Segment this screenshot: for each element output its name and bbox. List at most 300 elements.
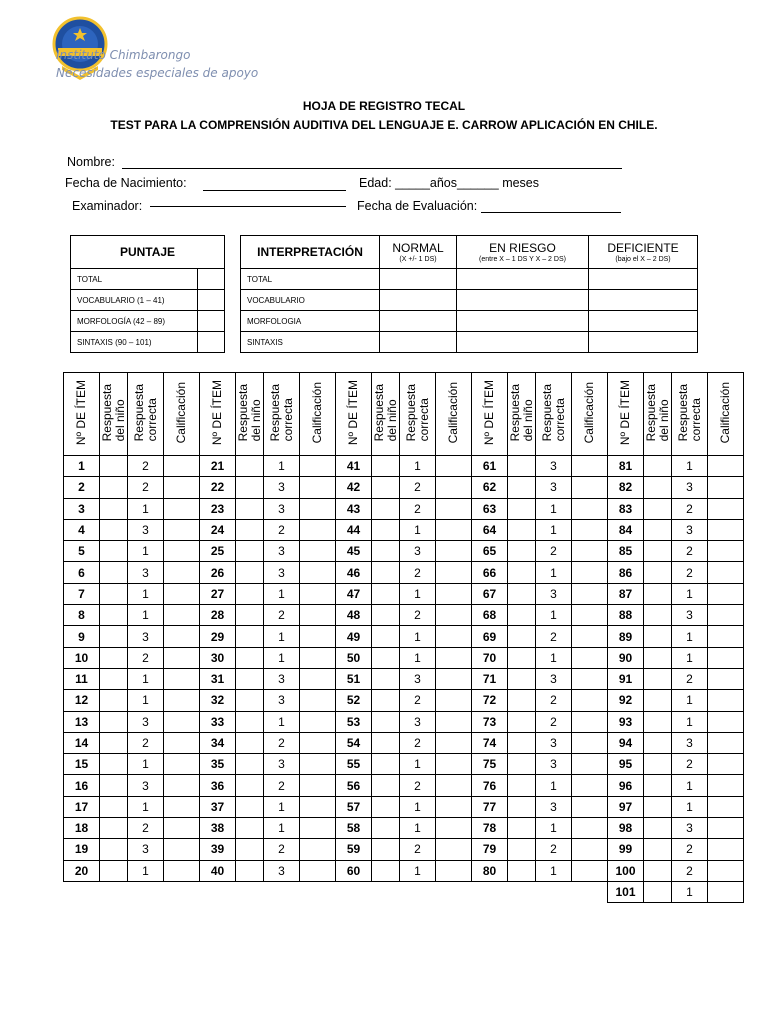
fecha-nacimiento-field[interactable] [203, 190, 346, 191]
child-response-cell[interactable] [508, 498, 536, 519]
score-cell[interactable] [436, 562, 472, 583]
score-cell[interactable] [436, 732, 472, 753]
score-cell[interactable] [708, 754, 744, 775]
child-response-cell[interactable] [508, 754, 536, 775]
correct-answer: 3 [400, 541, 436, 562]
child-response-cell[interactable] [372, 498, 400, 519]
score-cell[interactable] [164, 583, 200, 604]
correct-answer: 1 [536, 818, 572, 839]
column-header [264, 373, 300, 456]
interp-cell[interactable] [589, 269, 698, 290]
child-response-cell[interactable] [236, 668, 264, 689]
child-response-cell[interactable] [100, 519, 128, 540]
child-response-cell[interactable] [372, 647, 400, 668]
score-cell[interactable] [300, 754, 336, 775]
correct-answer: 2 [672, 754, 708, 775]
child-response-cell[interactable] [100, 839, 128, 860]
score-cell[interactable] [436, 583, 472, 604]
child-response-cell[interactable] [644, 732, 672, 753]
child-response-cell[interactable] [508, 711, 536, 732]
score-cell[interactable] [164, 754, 200, 775]
child-response-cell[interactable] [508, 541, 536, 562]
table-row [64, 456, 744, 477]
score-cell[interactable] [572, 583, 608, 604]
score-cell[interactable] [164, 562, 200, 583]
item-number: 98 [608, 818, 644, 839]
child-response-cell[interactable] [372, 839, 400, 860]
child-response-cell[interactable] [508, 690, 536, 711]
interp-cell[interactable] [457, 269, 589, 290]
score-cell[interactable] [572, 647, 608, 668]
score-cell[interactable] [572, 668, 608, 689]
child-response-cell[interactable] [100, 818, 128, 839]
score-cell[interactable] [300, 711, 336, 732]
correct-answer: 3 [536, 456, 572, 477]
score-cell[interactable] [300, 456, 336, 477]
table-row [64, 796, 744, 817]
child-response-cell[interactable] [644, 583, 672, 604]
score-cell[interactable] [436, 647, 472, 668]
score-cell[interactable] [164, 839, 200, 860]
child-response-cell[interactable] [100, 562, 128, 583]
score-cell[interactable] [436, 668, 472, 689]
interp-cell[interactable] [380, 269, 457, 290]
child-response-cell[interactable] [100, 647, 128, 668]
score-cell[interactable] [708, 796, 744, 817]
child-response-cell[interactable] [508, 562, 536, 583]
score-cell[interactable] [572, 839, 608, 860]
score-cell[interactable] [708, 690, 744, 711]
score-cell[interactable] [572, 711, 608, 732]
score-cell[interactable] [708, 583, 744, 604]
correct-answer: 2 [128, 647, 164, 668]
child-response-cell[interactable] [644, 775, 672, 796]
item-number: 93 [608, 711, 644, 732]
score-cell[interactable] [300, 818, 336, 839]
score-cell[interactable] [300, 647, 336, 668]
correct-answer: 2 [400, 605, 436, 626]
score-cell[interactable] [164, 711, 200, 732]
score-table [70, 235, 225, 353]
item-number: 79 [472, 839, 508, 860]
child-response-cell[interactable] [100, 456, 128, 477]
score-cell[interactable] [572, 519, 608, 540]
score-cell[interactable] [708, 881, 744, 902]
score-cell[interactable] [708, 626, 744, 647]
score-cell[interactable] [708, 775, 744, 796]
child-response-cell[interactable] [100, 711, 128, 732]
child-response-cell[interactable] [100, 477, 128, 498]
child-response-cell[interactable] [100, 498, 128, 519]
child-response-cell[interactable] [508, 775, 536, 796]
score-cell[interactable] [436, 605, 472, 626]
score-cell[interactable] [164, 519, 200, 540]
score-cell[interactable] [436, 690, 472, 711]
item-number: 14 [64, 732, 100, 753]
child-response-cell[interactable] [508, 605, 536, 626]
item-number: 8 [64, 605, 100, 626]
score-cell[interactable] [436, 860, 472, 881]
score-cell[interactable] [436, 456, 472, 477]
empty-cell [572, 881, 608, 902]
score-cell[interactable] [708, 541, 744, 562]
score-cell[interactable] [300, 796, 336, 817]
child-response-cell[interactable] [508, 796, 536, 817]
empty-cell [236, 881, 264, 902]
item-number: 25 [200, 541, 236, 562]
child-response-cell[interactable] [372, 732, 400, 753]
child-response-cell[interactable] [644, 647, 672, 668]
item-number: 99 [608, 839, 644, 860]
score-cell[interactable] [198, 311, 225, 332]
correct-answer: 1 [536, 562, 572, 583]
correct-answer: 3 [536, 583, 572, 604]
score-cell[interactable] [572, 477, 608, 498]
correct-answer: 1 [672, 881, 708, 902]
child-response-cell[interactable] [508, 519, 536, 540]
child-response-cell[interactable] [100, 668, 128, 689]
fecha-evaluacion-field[interactable] [481, 212, 621, 213]
item-number: 97 [608, 796, 644, 817]
child-response-cell[interactable] [508, 647, 536, 668]
score-cell[interactable] [708, 668, 744, 689]
child-response-cell[interactable] [236, 754, 264, 775]
child-response-cell[interactable] [236, 690, 264, 711]
child-response-cell[interactable] [508, 626, 536, 647]
child-response-cell[interactable] [236, 732, 264, 753]
score-cell[interactable] [708, 498, 744, 519]
child-response-cell[interactable] [236, 775, 264, 796]
score-cell[interactable] [164, 690, 200, 711]
column-header [128, 373, 164, 456]
child-response-cell[interactable] [644, 605, 672, 626]
child-response-cell[interactable] [644, 818, 672, 839]
score-cell[interactable] [300, 605, 336, 626]
child-response-cell[interactable] [644, 626, 672, 647]
correct-answer: 3 [536, 732, 572, 753]
child-response-cell[interactable] [236, 477, 264, 498]
child-response-cell[interactable] [100, 754, 128, 775]
interp-cell[interactable] [457, 311, 589, 332]
score-cell[interactable] [198, 290, 225, 311]
score-cell[interactable] [436, 498, 472, 519]
child-response-cell[interactable] [372, 519, 400, 540]
score-cell[interactable] [436, 839, 472, 860]
score-cell[interactable] [572, 796, 608, 817]
child-response-cell[interactable] [508, 860, 536, 881]
score-cell[interactable] [164, 541, 200, 562]
interp-cell[interactable] [589, 311, 698, 332]
child-response-cell[interactable] [644, 839, 672, 860]
score-cell[interactable] [300, 498, 336, 519]
child-response-cell[interactable] [100, 775, 128, 796]
table-row [64, 562, 744, 583]
child-response-cell[interactable] [372, 456, 400, 477]
child-response-cell[interactable] [644, 498, 672, 519]
score-cell[interactable] [300, 583, 336, 604]
child-response-cell[interactable] [372, 626, 400, 647]
score-cell[interactable] [436, 711, 472, 732]
score-cell[interactable] [300, 668, 336, 689]
score-cell[interactable] [436, 796, 472, 817]
score-cell[interactable] [572, 754, 608, 775]
correct-answer: 2 [264, 605, 300, 626]
correct-answer: 1 [400, 583, 436, 604]
score-cell[interactable] [708, 732, 744, 753]
correct-answer: 3 [128, 562, 164, 583]
score-cell[interactable] [572, 498, 608, 519]
child-response-cell[interactable] [644, 562, 672, 583]
score-cell[interactable] [164, 860, 200, 881]
item-number: 16 [64, 775, 100, 796]
score-cell[interactable] [198, 269, 225, 290]
item-number: 81 [608, 456, 644, 477]
score-cell[interactable] [300, 626, 336, 647]
item-number: 23 [200, 498, 236, 519]
child-response-cell[interactable] [508, 668, 536, 689]
column-header-text: Respuesta del niño [235, 383, 263, 442]
child-response-cell[interactable] [236, 860, 264, 881]
item-number: 69 [472, 626, 508, 647]
score-cell[interactable] [300, 775, 336, 796]
score-cell[interactable] [164, 647, 200, 668]
score-cell[interactable] [572, 541, 608, 562]
col-riesgo-title: EN RIESGO [489, 241, 556, 255]
child-response-cell[interactable] [236, 796, 264, 817]
score-cell[interactable] [300, 860, 336, 881]
score-cell[interactable] [572, 456, 608, 477]
score-cell[interactable] [164, 456, 200, 477]
child-response-cell[interactable] [372, 818, 400, 839]
score-cell[interactable] [300, 519, 336, 540]
score-cell[interactable] [300, 690, 336, 711]
correct-answer: 1 [672, 796, 708, 817]
correct-answer: 2 [536, 690, 572, 711]
score-cell[interactable] [164, 477, 200, 498]
correct-answer: 1 [400, 860, 436, 881]
child-response-cell[interactable] [100, 541, 128, 562]
child-response-cell[interactable] [372, 477, 400, 498]
table-row [64, 541, 744, 562]
score-cell[interactable] [572, 626, 608, 647]
column-header [672, 373, 708, 456]
score-cell[interactable] [300, 562, 336, 583]
score-cell[interactable] [708, 818, 744, 839]
score-cell[interactable] [708, 562, 744, 583]
correct-answer: 2 [128, 732, 164, 753]
column-header-text: Respuesta del niño [371, 383, 399, 442]
child-response-cell[interactable] [644, 796, 672, 817]
interp-cell[interactable] [380, 290, 457, 311]
child-response-cell[interactable] [508, 477, 536, 498]
interp-cell[interactable] [589, 290, 698, 311]
score-cell[interactable] [708, 477, 744, 498]
interp-cell[interactable] [457, 290, 589, 311]
child-response-cell[interactable] [508, 583, 536, 604]
child-response-cell[interactable] [100, 690, 128, 711]
child-response-cell[interactable] [236, 605, 264, 626]
correct-answer: 3 [128, 839, 164, 860]
item-number: 49 [336, 626, 372, 647]
child-response-cell[interactable] [372, 796, 400, 817]
child-response-cell[interactable] [372, 605, 400, 626]
child-response-cell[interactable] [372, 860, 400, 881]
child-response-cell[interactable] [236, 519, 264, 540]
child-response-cell[interactable] [644, 668, 672, 689]
score-cell[interactable] [708, 456, 744, 477]
column-header-text: Calificación [174, 381, 188, 444]
child-response-cell[interactable] [236, 583, 264, 604]
interp-cell[interactable] [380, 311, 457, 332]
interp-cell[interactable] [589, 332, 698, 353]
correct-answer: 1 [400, 626, 436, 647]
child-response-cell[interactable] [372, 668, 400, 689]
child-response-cell[interactable] [644, 456, 672, 477]
child-response-cell[interactable] [236, 839, 264, 860]
score-cell[interactable] [164, 626, 200, 647]
child-response-cell[interactable] [644, 860, 672, 881]
child-response-cell[interactable] [508, 456, 536, 477]
score-cell[interactable] [572, 605, 608, 626]
nombre-field[interactable] [122, 168, 622, 169]
score-cell[interactable] [708, 860, 744, 881]
item-number: 50 [336, 647, 372, 668]
score-cell[interactable] [164, 732, 200, 753]
score-cell[interactable] [572, 818, 608, 839]
correct-answer: 1 [672, 711, 708, 732]
score-cell[interactable] [436, 818, 472, 839]
child-response-cell[interactable] [372, 775, 400, 796]
empty-cell [400, 881, 436, 902]
item-number: 87 [608, 583, 644, 604]
item-number: 47 [336, 583, 372, 604]
score-cell[interactable] [164, 775, 200, 796]
interp-cell[interactable] [380, 332, 457, 353]
child-response-cell[interactable] [100, 605, 128, 626]
column-header-text: Respuesta correcta [675, 383, 703, 442]
item-number: 34 [200, 732, 236, 753]
child-response-cell[interactable] [100, 583, 128, 604]
score-cell[interactable] [572, 860, 608, 881]
child-response-cell[interactable] [236, 711, 264, 732]
item-number: 32 [200, 690, 236, 711]
child-response-cell[interactable] [100, 860, 128, 881]
child-response-cell[interactable] [644, 690, 672, 711]
score-cell[interactable] [708, 605, 744, 626]
item-number: 100 [608, 860, 644, 881]
score-cell[interactable] [300, 839, 336, 860]
child-response-cell[interactable] [236, 562, 264, 583]
item-number: 22 [200, 477, 236, 498]
correct-answer: 3 [672, 732, 708, 753]
score-cell[interactable] [164, 498, 200, 519]
table-row [64, 881, 744, 902]
child-response-cell[interactable] [508, 818, 536, 839]
score-cell[interactable] [436, 477, 472, 498]
correct-answer: 1 [128, 583, 164, 604]
score-cell[interactable] [164, 605, 200, 626]
table-row [64, 605, 744, 626]
item-number: 24 [200, 519, 236, 540]
child-response-cell[interactable] [644, 881, 672, 902]
item-number: 21 [200, 456, 236, 477]
score-cell[interactable] [572, 775, 608, 796]
correct-answer: 1 [264, 583, 300, 604]
child-response-cell[interactable] [236, 541, 264, 562]
child-response-cell[interactable] [644, 519, 672, 540]
item-number: 19 [64, 839, 100, 860]
item-number: 5 [64, 541, 100, 562]
score-cell[interactable] [436, 754, 472, 775]
score-table-header: PUNTAJE [71, 236, 225, 269]
child-response-cell[interactable] [372, 541, 400, 562]
child-response-cell[interactable] [644, 711, 672, 732]
column-header-text: Nº DE ÍTEM [482, 379, 496, 446]
item-number: 53 [336, 711, 372, 732]
score-cell[interactable] [164, 668, 200, 689]
interp-cell[interactable] [457, 332, 589, 353]
score-cell[interactable] [164, 796, 200, 817]
child-response-cell[interactable] [236, 498, 264, 519]
logo-caption-line-1: Instituto Chimbarongo [56, 48, 191, 62]
child-response-cell[interactable] [372, 562, 400, 583]
score-cell[interactable] [708, 711, 744, 732]
correct-answer: 1 [536, 519, 572, 540]
item-number: 7 [64, 583, 100, 604]
correct-answer: 1 [128, 605, 164, 626]
col-deficiente-sub: (bajo el X – 2 DS) [615, 256, 671, 263]
score-cell[interactable] [708, 647, 744, 668]
score-cell[interactable] [708, 839, 744, 860]
child-response-cell[interactable] [372, 583, 400, 604]
child-response-cell[interactable] [236, 647, 264, 668]
child-response-cell[interactable] [100, 732, 128, 753]
score-cell[interactable] [198, 332, 225, 353]
child-response-cell[interactable] [100, 626, 128, 647]
child-response-cell[interactable] [372, 690, 400, 711]
child-response-cell[interactable] [236, 626, 264, 647]
child-response-cell[interactable] [100, 796, 128, 817]
child-response-cell[interactable] [372, 711, 400, 732]
child-response-cell[interactable] [644, 477, 672, 498]
score-cell[interactable] [572, 562, 608, 583]
score-cell[interactable] [572, 690, 608, 711]
child-response-cell[interactable] [372, 754, 400, 775]
item-number: 59 [336, 839, 372, 860]
item-number: 62 [472, 477, 508, 498]
score-cell[interactable] [708, 519, 744, 540]
score-cell[interactable] [436, 519, 472, 540]
child-response-cell[interactable] [508, 839, 536, 860]
child-response-cell[interactable] [236, 818, 264, 839]
child-response-cell[interactable] [644, 541, 672, 562]
score-cell[interactable] [164, 818, 200, 839]
child-response-cell[interactable] [508, 732, 536, 753]
score-cell[interactable] [572, 732, 608, 753]
interp-row-label: SINTAXIS [241, 332, 380, 353]
score-cell[interactable] [436, 626, 472, 647]
score-cell[interactable] [300, 477, 336, 498]
score-cell[interactable] [436, 775, 472, 796]
examinador-field[interactable] [150, 206, 346, 207]
score-cell[interactable] [436, 541, 472, 562]
child-response-cell[interactable] [236, 456, 264, 477]
child-response-cell[interactable] [644, 754, 672, 775]
item-number: 10 [64, 647, 100, 668]
score-cell[interactable] [300, 541, 336, 562]
column-header [644, 373, 672, 456]
score-cell[interactable] [300, 732, 336, 753]
